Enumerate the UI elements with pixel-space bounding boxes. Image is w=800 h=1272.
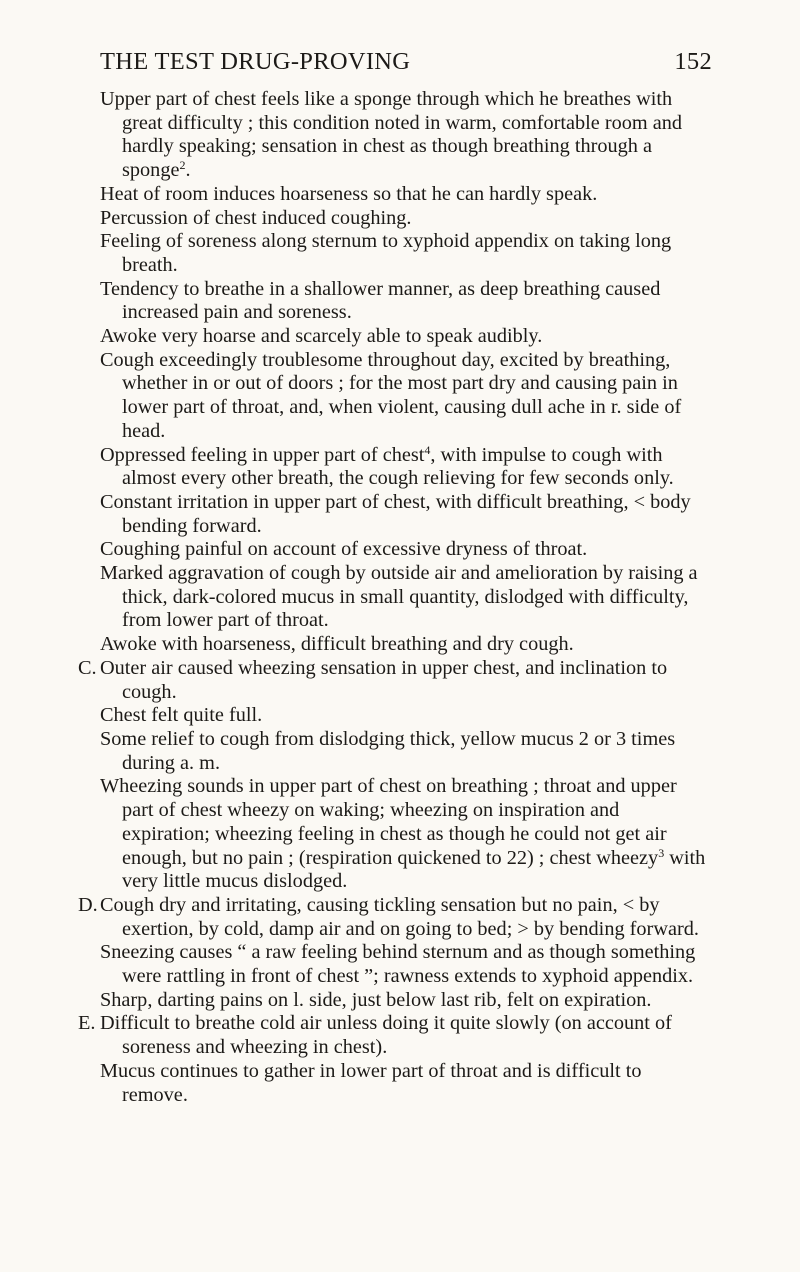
footnote-marker: 4 [424, 442, 431, 457]
entry-text-tail: with very little mucus dislodged. [122, 846, 706, 893]
entry-text: Heat of room induces hoarseness so that he can hardly speak. [100, 182, 598, 205]
footnote-marker: 3 [658, 845, 665, 860]
symptom-entry [78, 893, 712, 941]
entry-text: Cough exceedingly troublesome throughout day, excited by breathing, whether in or out of doors ; for the most part dry and causing pain in lower part of throat, and, when violent, causing dull ache in r. side of head. [100, 348, 682, 442]
symptom-list [78, 88, 712, 1107]
symptom-entry [100, 325, 712, 349]
symptom-entry [100, 941, 712, 988]
entry-text: Some relief to cough from dislodging thick, yellow mucus 2 or 3 times during a. m. [100, 727, 676, 774]
entry-text: Awoke very hoarse and scarcely able to speak audibly. [100, 325, 543, 348]
symptom-entry [100, 230, 712, 277]
entry-text: Tendency to breathe in a shallower manner, as deep breathing caused increased pain and soreness. [100, 277, 661, 324]
entry-text: Cough dry and irritating, causing tickling sensation but no pain, < by exertion, by cold, damp air and on going to bed; > by bending forward. [100, 893, 699, 940]
symptom-entry [100, 207, 712, 231]
symptom-entry [100, 183, 712, 207]
symptom-entry [100, 728, 712, 775]
symptom-entry [100, 538, 712, 562]
entry-text: Difficult to breathe cold air unless doing it quite slowly (on account of soreness and wheezing in chest). [100, 1012, 672, 1059]
entry-text: Sneezing causes “ a raw feeling behind sternum and as though something were rattling in front of chest ”; rawness extends to xyphoid appendix. [100, 941, 696, 988]
page-number: 152 [674, 48, 712, 75]
section-letter: D. [78, 893, 98, 916]
symptom-entry [100, 633, 712, 657]
symptom-entry [100, 349, 712, 444]
running-title: THE TEST DRUG-PROVING [100, 48, 411, 75]
symptom-entry [78, 656, 712, 704]
symptom-entry [100, 1060, 712, 1107]
section-letter: C. [78, 656, 97, 679]
entry-text: Awoke with hoarseness, difficult breathing and dry cough. [100, 633, 574, 656]
entry-text: Percussion of chest induced coughing. [100, 206, 412, 229]
entry-text-tail: . [185, 159, 191, 182]
entry-text-tail: , with impulse to cough with almost every other breath, the cough relieving for few seconds only. [122, 443, 674, 490]
symptom-entry [100, 562, 712, 633]
symptom-entry [100, 278, 712, 325]
entry-text: Chest felt quite full. [100, 704, 263, 727]
symptom-entry [100, 775, 712, 894]
entry-text: Outer air caused wheezing sensation in upper chest, and inclination to cough. [100, 656, 668, 703]
entry-text: Marked aggravation of cough by outside air and amelioration by raising a thick, dark-colored mucus in small quantity, dislodged with difficulty, from lower part of throat. [100, 562, 698, 632]
symptom-entry [78, 1012, 712, 1059]
symptom-entry [100, 88, 712, 183]
entry-text: Upper part of chest feels like a sponge through which he breathes with great difficulty ; this condition noted in warm, comfortable room and hardly speaking; sensation in chest as though breathing through a sponge [100, 88, 683, 182]
entry-text: Coughing painful on account of excessive dryness of throat. [100, 538, 588, 561]
entry-text: Mucus continues to gather in lower part of throat and is difficult to remove. [100, 1059, 642, 1106]
entry-text: Sharp, darting pains on l. side, just below last rib, felt on expiration. [100, 988, 652, 1011]
section-letter: E. [78, 1012, 96, 1035]
footnote-marker: 2 [179, 158, 186, 173]
entry-text: Oppressed feeling in upper part of chest [100, 443, 425, 466]
symptom-entry [100, 704, 712, 728]
page-header [100, 48, 712, 76]
entry-text: Constant irritation in upper part of chest, with difficult breathing, < body bending forward. [100, 490, 691, 537]
symptom-entry [100, 444, 712, 491]
entry-text: Feeling of soreness along sternum to xyphoid appendix on taking long breath. [100, 230, 672, 276]
entry-text: Wheezing sounds in upper part of chest on breathing ; throat and upper part of chest wheezy on waking; wheezing on inspiration and expiration; wheezing feeling in chest as though he could not get air enough, but no pain ; (respiration quickened to 22) ; chest wheezy [100, 775, 677, 869]
symptom-entry [100, 491, 712, 538]
symptom-entry [100, 989, 712, 1013]
